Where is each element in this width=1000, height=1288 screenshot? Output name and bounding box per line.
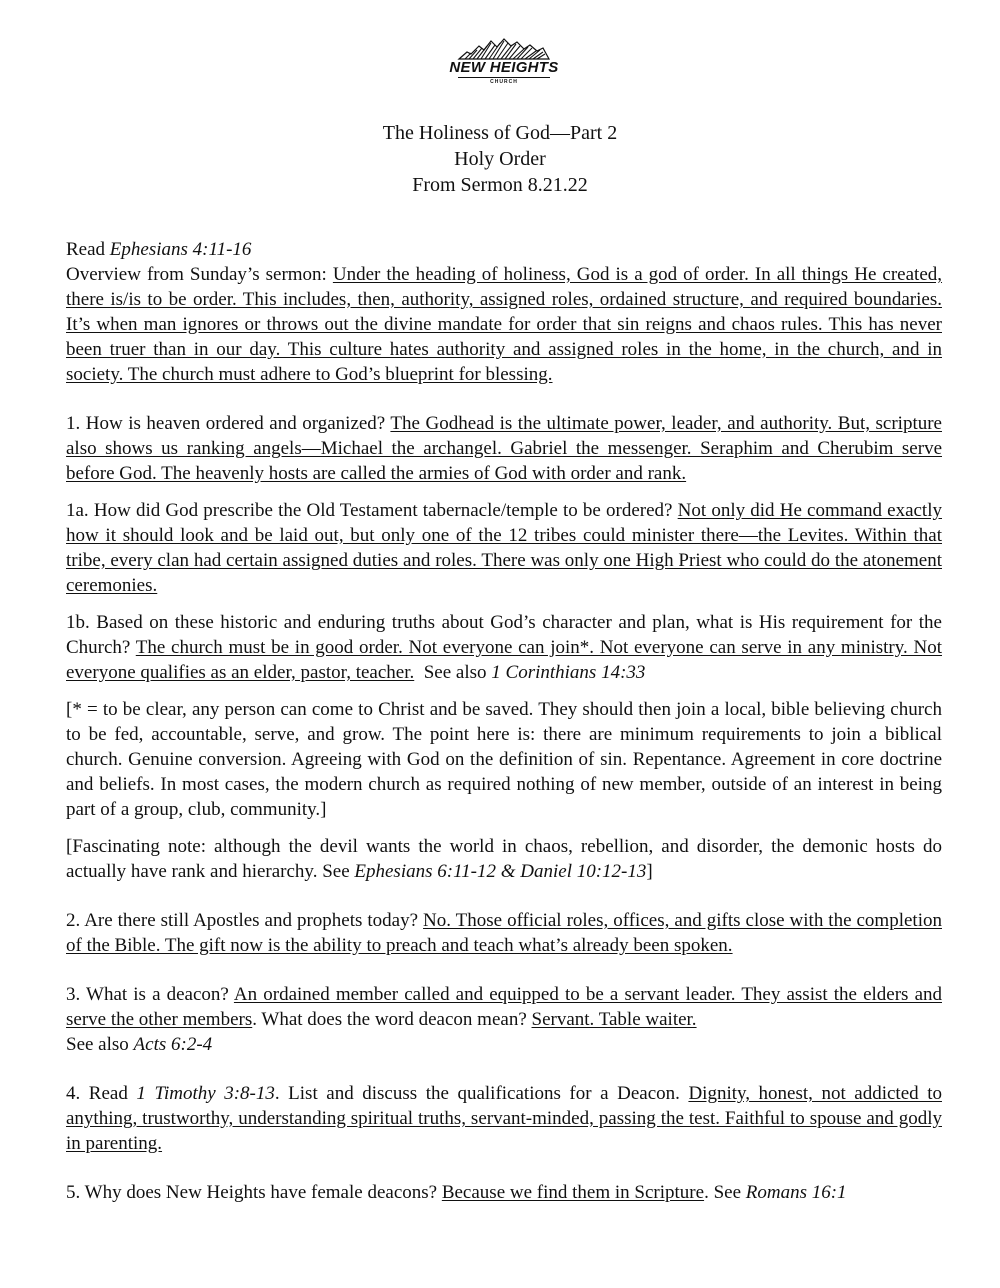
title-line-1: The Holiness of God—Part 2 [382,122,618,144]
see-also-label: See also [66,1034,134,1055]
scripture-reference: Romans 16:1 [745,1182,847,1203]
question-text: 1a. How did God prescribe the Old Testament tabernacle/temple to be ordered? [66,500,678,521]
question-text: 1b. Based on these historic and enduring truths about God’s character and plan, what is His requirement for the Church? [66,612,942,658]
scripture-reference: 1 Timothy 3:8-13 [136,1083,275,1104]
read-label: 4. Read [66,1083,137,1104]
question-1a [66,498,942,598]
mountain-logo-icon [457,38,551,60]
question-4 [66,1081,942,1156]
note-text: [Fascinating note: although the devil wants the world in chaos, rebellion, and disorder, the demonic hosts do actually have rank and hierarchy. See [66,836,942,882]
scripture-reference: Ephesians 6:11-12 & Daniel 10:12-13 [354,861,647,882]
church-logo [446,38,562,98]
note-close-bracket: ] [646,861,653,882]
question-text: 2. Are there still Apostles and prophets today? [66,910,424,931]
overview-answer: Under the heading of holiness, God is a god of order. In all things He created, there is/is to be order. This includes, then, authority, assigned roles, ordained structure, and required boundaries. It’s when man ignores or throws out the divine mandate for order that sin reigns and chaos rules. This has never been truer than in our day. This culture hates authority and assigned roles in the home, in the church, and in society. The church must adhere to God’s blueprint for blessing. [66,264,943,385]
question-text: . List and discuss the qualifications for a Deacon. [274,1083,689,1104]
question-5 [66,1180,942,1205]
answer-text-2: Servant. Table waiter. [531,1009,697,1030]
see-also-label: See also [414,662,492,683]
question-text-2: . What does the word deacon mean? [252,1009,532,1030]
overview-paragraph [66,262,942,387]
overview-label: Overview from Sunday’s sermon: [66,264,333,285]
scripture-reference: Acts 6:2-4 [133,1034,213,1055]
question-text: 5. Why does New Heights have female deacons? [66,1182,442,1203]
document-title [0,120,1000,198]
title-line-2: Holy Order [454,148,546,170]
answer-text: An ordained member called and equipped to be a servant leader. They assist the elders and serve the other members [66,984,942,1030]
question-3 [66,982,942,1057]
document-body [66,237,942,1205]
logo-divider [458,77,550,78]
answer-text: No. Those official roles, offices, and gifts close with the completion of the Bible. The gift now is the ability to preach and teach what’s already been spoken. [66,910,942,956]
see-label: . See [704,1182,746,1203]
question-1 [66,411,942,486]
answer-text: Not only did He command exactly how it should look and be laid out, but only one of the 12 tribes could minister there—the Levites. Within that tribe, every clan had certain assigned duties and roles. There was only one High Priest who could do the atonement ceremonies. [66,500,942,596]
scripture-reference: 1 Corinthians 14:33 [491,662,646,683]
demonic-hosts-note [66,834,942,884]
logo-subtitle: CHURCH [490,79,518,85]
answer-text: The church must be in good order. Not everyone can join*. Not everyone can serve in any ministry. Not everyone qualifies as an elder, pastor, teacher. [66,637,942,683]
membership-note: [* = to be clear, any person can come to Christ and be saved. They should then join a local, bible believing church to be fed, accountable, serve, and grow. The point here is: there are minimum requirements to join a biblical church. Genuine conversion. Agreeing with God on the definition of sin. Repentance. Agreement in core doctrine and beliefs. In most cases, the modern church as required nothing of new member, outside of an interest in being part of a group, club, community.] [66,699,942,820]
logo-wordmark: NEW HEIGHTS [449,59,559,76]
answer-text: The Godhead is the ultimate power, leader, and authority. But, scripture also shows us ranking angels—Michael the archangel. Gabriel the messenger. Seraphim and Cherubim serve before God. The heavenly hosts are called the armies of God with order and rank. [66,413,942,484]
answer-text: Dignity, honest, not addicted to anything, trustworthy, understanding spiritual truths, servant-minded, passing the test. Faithful to spouse and godly in parenting. [66,1083,942,1154]
read-line [66,237,942,262]
scripture-reference: Ephesians 4:11-16 [109,239,252,260]
answer-text: Because we find them in Scripture [441,1182,705,1203]
title-line-3: From Sermon 8.21.22 [412,174,588,196]
question-2 [66,908,942,958]
question-text: 3. What is a deacon? [66,984,234,1005]
question-text: 1. How is heaven ordered and organized? [66,413,391,434]
read-label: Read [66,239,110,260]
question-1b [66,610,942,685]
